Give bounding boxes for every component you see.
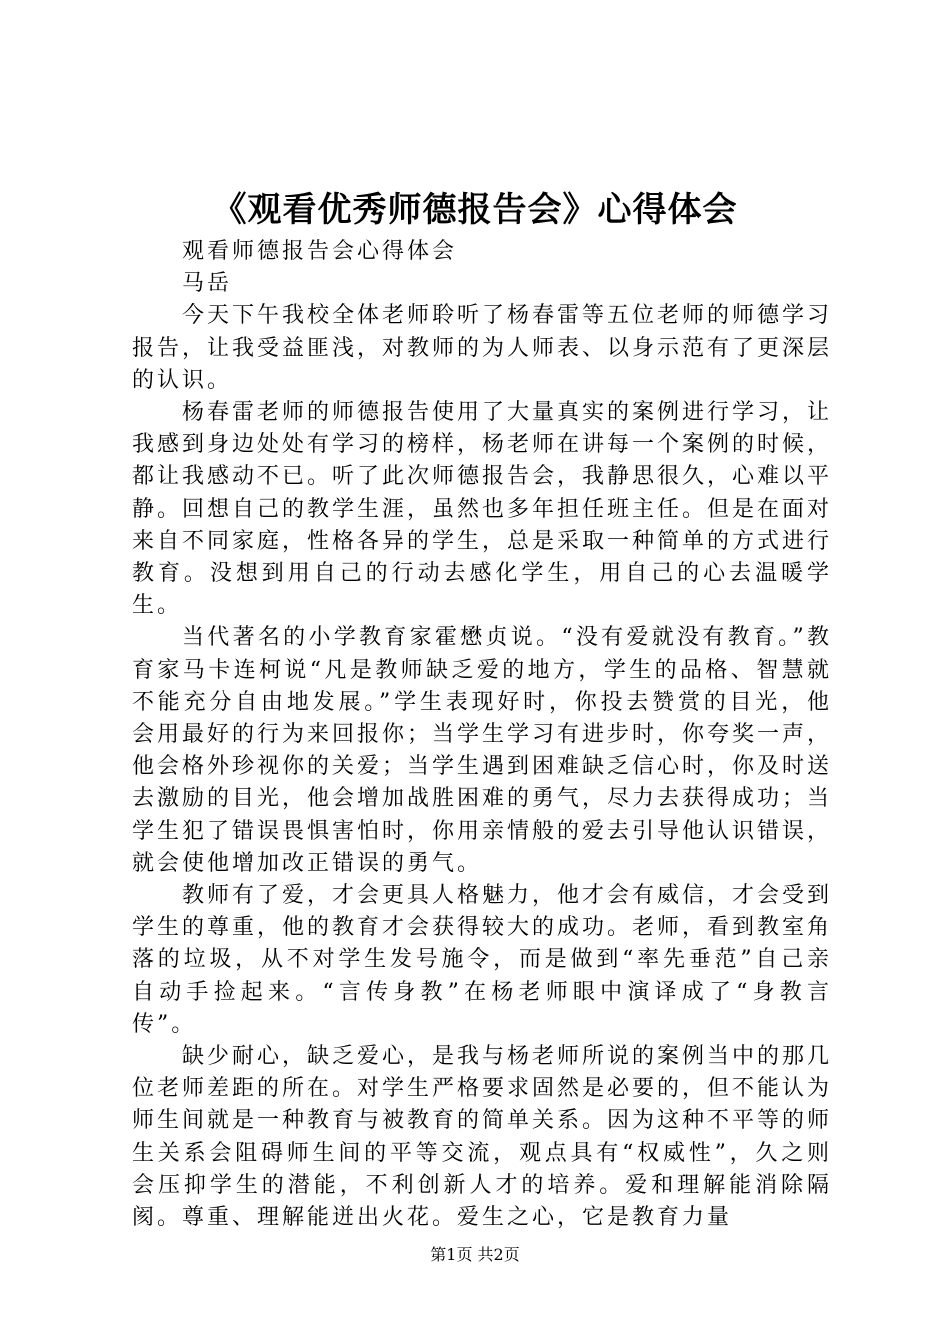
paragraph-1: 今天下午我校全体老师聆听了杨春雷等五位老师的师德学习报告，让我受益匪浅，对教师的为人师表、以身示范有了更深层的认识。 (132, 303, 833, 393)
paragraph-4: 教师有了爱，才会更具人格魅力，他才会有威信，才会受到学生的尊重，他的教育才会获得较大的成功。老师，看到教室角落的垃圾，从不对学生发号施令，而是做到“率先垂范”自己亲自动手捡起来。“言传身教”在杨老师眼中演译成了“身教言传”。 (132, 883, 833, 1037)
paragraph-3: 当代著名的小学教育家霍懋贞说。“没有爱就没有教育。”教育家马卡连柯说“凡是教师缺乏爱的地方，学生的品格、智慧就不能充分自由地发展。”学生表现好时，你投去赞赏的目光，他会用最好的行为来回报你；当学生学习有进步时，你夸奖一声，他会格外珍视你的关爱；当学生遇到困难缺乏信心时，你及时送去激励的目光，他会增加战胜困难的勇气，尽力去获得成功；当学生犯了错误畏惧害怕时，你用亲情般的爱去引导他认识错误，就会使他增加改正错误的勇气。 (132, 625, 833, 876)
document-body (132, 236, 832, 1234)
document-author: 马岳 (182, 271, 233, 297)
page-number-footer: 第1页 共2页 (430, 1245, 520, 1264)
paragraph-2: 杨春雷老师的师德报告使用了大量真实的案例进行学习，让我感到身边处处有学习的榜样，杨老师在讲每一个案例的时候，都让我感动不已。听了此次师德报告会，我静思很久，心难以平静。回想自己的教学生涯，虽然也多年担任班主任。但是在面对来自不同家庭，性格各异的学生，总是采取一种简单的方式进行教育。没想到用自己的行动去感化学生，用自己的心去温暖学生。 (132, 400, 833, 619)
document-subtitle: 观看师德报告会心得体会 (182, 239, 458, 264)
document-title: 《观看优秀师德报告会》心得体会 (212, 190, 738, 230)
paragraph-5: 缺少耐心，缺乏爱心，是我与杨老师所说的案例当中的那几位老师差距的所在。对学生严格要求固然是必要的，但不能认为师生间就是一种教育与被教育的简单关系。因为这种不平等的师生关系会阻碍师生间的平等交流，观点具有“权威性”，久之则会压抑学生的潜能，不利创新人才的培养。爱和理解能消除隔阂。尊重、理解能迸出火花。爱生之心，它是教育力量 (132, 1044, 833, 1231)
